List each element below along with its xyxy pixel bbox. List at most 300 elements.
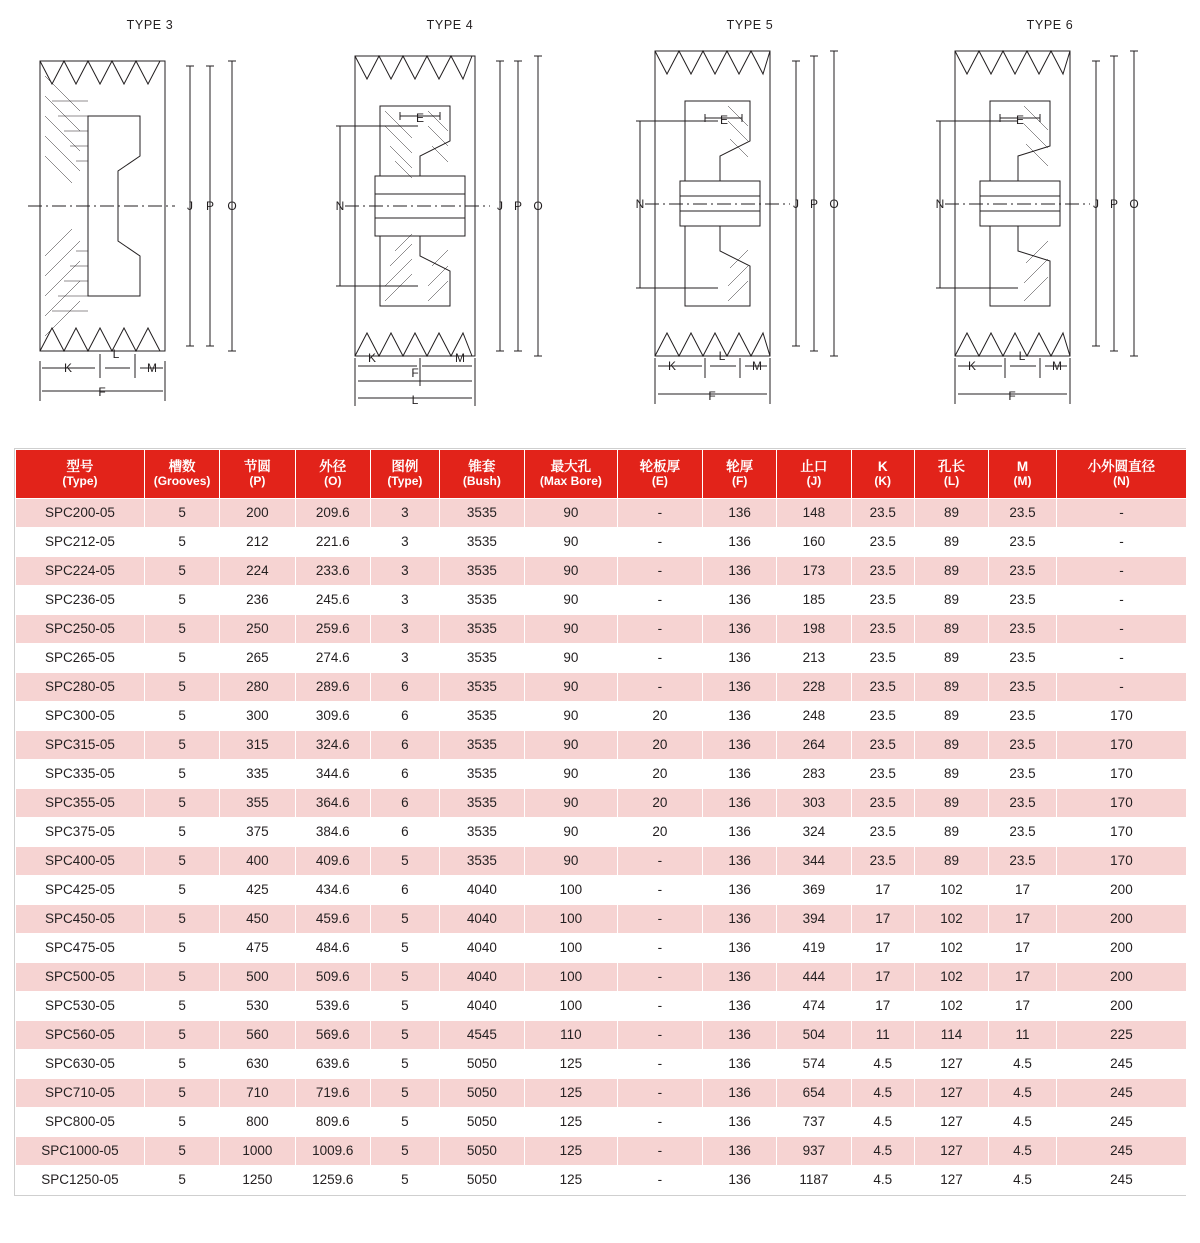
dim-label-l: L: [1018, 349, 1026, 363]
dim-label-o: O: [533, 199, 543, 213]
cell-value: 114: [914, 1021, 988, 1050]
column-header-cn: 最大孔: [550, 459, 592, 475]
cell-value: 5: [144, 905, 219, 934]
diagram-row: [0, 0, 1200, 420]
cell-value: 136: [703, 644, 777, 673]
cell-value: 283: [777, 760, 851, 789]
cell-value: 170: [1056, 789, 1186, 818]
cell-value: 23.5: [851, 673, 914, 702]
cell-type: SPC800-05: [16, 1108, 145, 1137]
column-header-12: [989, 450, 1057, 499]
table-row: [16, 818, 1187, 847]
dim-label-p: P: [809, 197, 819, 211]
cell-value: 245: [1056, 1050, 1186, 1079]
cell-value: 5: [144, 557, 219, 586]
cell-value: 136: [703, 615, 777, 644]
cell-value: 300: [220, 702, 295, 731]
cell-value: 3535: [439, 789, 524, 818]
cell-type: SPC335-05: [16, 760, 145, 789]
dim-label-p: P: [1109, 197, 1119, 211]
column-header-cn: 止口: [800, 459, 828, 475]
cell-value: 3535: [439, 818, 524, 847]
cell-value: 6: [370, 731, 439, 760]
cell-value: 4.5: [851, 1108, 914, 1137]
cell-type: SPC355-05: [16, 789, 145, 818]
dim-label-m: M: [455, 351, 465, 365]
cell-value: 4.5: [989, 1137, 1057, 1166]
cell-value: 1000: [220, 1137, 295, 1166]
column-header-1: [144, 450, 219, 499]
cell-value: 23.5: [851, 702, 914, 731]
table-row: [16, 1108, 1187, 1137]
cell-value: 11: [989, 1021, 1057, 1050]
column-header-en: (Grooves): [153, 473, 211, 488]
cell-value: -: [617, 1166, 702, 1195]
cell-value: 102: [914, 905, 988, 934]
cell-value: 3535: [439, 731, 524, 760]
cell-value: 90: [524, 499, 617, 528]
cell-value: -: [617, 1050, 702, 1079]
table-head: [16, 450, 1187, 499]
cell-value: -: [1056, 557, 1186, 586]
dim-label-m: M: [1052, 359, 1062, 373]
cell-value: 1250: [220, 1166, 295, 1195]
cell-value: 89: [914, 615, 988, 644]
table-row: [16, 876, 1187, 905]
cell-value: 125: [524, 1050, 617, 1079]
cell-value: 569.6: [295, 1021, 370, 1050]
dim-label-o: O: [829, 197, 839, 211]
cell-value: 574: [777, 1050, 851, 1079]
cell-value: 102: [914, 876, 988, 905]
cell-value: 3535: [439, 847, 524, 876]
cell-value: 5: [144, 789, 219, 818]
column-header-cn: K: [877, 459, 888, 475]
cell-value: 20: [617, 789, 702, 818]
cell-value: 23.5: [851, 818, 914, 847]
cell-value: 324: [777, 818, 851, 847]
cell-value: 5: [144, 992, 219, 1021]
dim-label-f: F: [1008, 389, 1016, 403]
cell-value: 245: [1056, 1137, 1186, 1166]
column-header-6: [524, 450, 617, 499]
cell-value: 324.6: [295, 731, 370, 760]
table-row: [16, 789, 1187, 818]
cell-value: 200: [1056, 963, 1186, 992]
cell-value: 800: [220, 1108, 295, 1137]
cell-value: 136: [703, 1079, 777, 1108]
spec-table-wrapper: [14, 448, 1186, 1196]
cell-value: 5050: [439, 1050, 524, 1079]
column-header-11: [914, 450, 988, 499]
cell-value: 5050: [439, 1108, 524, 1137]
cell-value: 5: [144, 644, 219, 673]
dim-label-f: F: [708, 389, 716, 403]
cell-value: 5: [144, 1137, 219, 1166]
cell-value: 89: [914, 528, 988, 557]
table-row: [16, 963, 1187, 992]
cell-value: 400: [220, 847, 295, 876]
table-row: [16, 557, 1187, 586]
cell-value: 136: [703, 1137, 777, 1166]
cell-value: 5050: [439, 1166, 524, 1195]
cell-value: 5: [370, 934, 439, 963]
cell-type: SPC500-05: [16, 963, 145, 992]
cell-value: 3: [370, 586, 439, 615]
cell-value: 89: [914, 557, 988, 586]
table-row: [16, 760, 1187, 789]
cell-value: 89: [914, 673, 988, 702]
table-row: [16, 1137, 1187, 1166]
dim-label-l: L: [411, 393, 419, 407]
cell-value: 23.5: [989, 557, 1057, 586]
column-header-en: (Type): [387, 473, 423, 488]
cell-value: 90: [524, 673, 617, 702]
dim-label-k: K: [667, 359, 677, 373]
cell-value: 3: [370, 499, 439, 528]
dim-label-e: E: [1015, 113, 1025, 127]
cell-value: 5: [370, 1166, 439, 1195]
cell-value: 5: [144, 528, 219, 557]
column-header-cn: 孔长: [938, 459, 966, 475]
cell-type: SPC280-05: [16, 673, 145, 702]
cell-value: 309.6: [295, 702, 370, 731]
cell-value: 90: [524, 731, 617, 760]
diagram-type-3: [0, 6, 300, 420]
cell-value: -: [617, 934, 702, 963]
cell-value: 394: [777, 905, 851, 934]
cell-value: 4.5: [989, 1079, 1057, 1108]
cell-value: 344: [777, 847, 851, 876]
column-header-cn: 锥套: [468, 459, 496, 475]
cell-value: 539.6: [295, 992, 370, 1021]
cell-value: 100: [524, 992, 617, 1021]
cell-value: 23.5: [989, 586, 1057, 615]
cell-value: 1259.6: [295, 1166, 370, 1195]
cell-value: 23.5: [989, 644, 1057, 673]
table-row: [16, 1079, 1187, 1108]
diagram-title: TYPE 3: [126, 18, 174, 32]
cell-value: 5: [144, 963, 219, 992]
cell-value: 23.5: [851, 789, 914, 818]
cell-value: 170: [1056, 847, 1186, 876]
cell-value: 4545: [439, 1021, 524, 1050]
cell-value: 100: [524, 905, 617, 934]
cell-value: 89: [914, 644, 988, 673]
cell-value: 3535: [439, 644, 524, 673]
dim-label-f: F: [411, 366, 419, 380]
cell-value: 136: [703, 876, 777, 905]
cell-value: 5: [370, 992, 439, 1021]
cell-value: -: [1056, 586, 1186, 615]
column-header-cn: 槽数: [168, 459, 196, 475]
cell-value: -: [617, 1021, 702, 1050]
table-row: [16, 934, 1187, 963]
cell-value: 3: [370, 615, 439, 644]
cell-value: 148: [777, 499, 851, 528]
cell-value: 170: [1056, 731, 1186, 760]
cell-type: SPC315-05: [16, 731, 145, 760]
cell-value: 89: [914, 818, 988, 847]
cell-value: 630: [220, 1050, 295, 1079]
diagram-title: TYPE 5: [726, 18, 774, 32]
cell-value: 419: [777, 934, 851, 963]
column-header-cn: 小外圆直径: [1087, 459, 1156, 475]
diagram-type-5: [600, 6, 900, 420]
column-header-cn: 图例: [391, 459, 419, 475]
cell-value: 444: [777, 963, 851, 992]
cell-value: 200: [220, 499, 295, 528]
cell-value: 5: [370, 1021, 439, 1050]
cell-value: 315: [220, 731, 295, 760]
column-header-0: [16, 450, 145, 499]
cell-value: -: [617, 1137, 702, 1166]
cell-value: 90: [524, 557, 617, 586]
cell-value: 213: [777, 644, 851, 673]
cell-value: 127: [914, 1108, 988, 1137]
cell-value: 127: [914, 1137, 988, 1166]
cell-value: 5: [370, 1050, 439, 1079]
cell-value: 89: [914, 702, 988, 731]
cell-value: 4040: [439, 934, 524, 963]
cell-type: SPC1000-05: [16, 1137, 145, 1166]
cell-value: 17: [989, 934, 1057, 963]
cell-value: 560: [220, 1021, 295, 1050]
cell-type: SPC400-05: [16, 847, 145, 876]
cell-type: SPC450-05: [16, 905, 145, 934]
cell-value: 5: [144, 847, 219, 876]
dim-label-e: E: [415, 111, 425, 125]
cell-value: 20: [617, 818, 702, 847]
cell-value: 369: [777, 876, 851, 905]
cell-value: 221.6: [295, 528, 370, 557]
cell-value: 5: [144, 1079, 219, 1108]
dim-label-k: K: [367, 351, 377, 365]
cell-value: 3: [370, 644, 439, 673]
cell-value: 4.5: [989, 1166, 1057, 1195]
cell-value: 136: [703, 905, 777, 934]
cell-value: -: [617, 905, 702, 934]
cell-value: 100: [524, 963, 617, 992]
cell-type: SPC425-05: [16, 876, 145, 905]
cell-type: SPC200-05: [16, 499, 145, 528]
cell-value: 654: [777, 1079, 851, 1108]
cell-value: 23.5: [989, 760, 1057, 789]
table-row: [16, 644, 1187, 673]
cell-value: 136: [703, 1050, 777, 1079]
table-row: [16, 905, 1187, 934]
table-row: [16, 528, 1187, 557]
cell-value: 6: [370, 789, 439, 818]
cell-value: -: [1056, 644, 1186, 673]
cell-type: SPC1250-05: [16, 1166, 145, 1195]
cell-value: 6: [370, 818, 439, 847]
cell-value: 475: [220, 934, 295, 963]
table-row: [16, 992, 1187, 1021]
cell-value: 23.5: [851, 760, 914, 789]
cell-value: 3: [370, 557, 439, 586]
cell-value: 200: [1056, 992, 1186, 1021]
cell-value: 245: [1056, 1079, 1186, 1108]
cell-value: -: [617, 644, 702, 673]
cell-value: 170: [1056, 760, 1186, 789]
column-header-cn: 外径: [319, 459, 347, 475]
cell-value: 5: [370, 905, 439, 934]
cell-value: -: [617, 673, 702, 702]
cell-value: 17: [851, 963, 914, 992]
cell-value: 23.5: [851, 528, 914, 557]
cell-value: 224: [220, 557, 295, 586]
cell-type: SPC710-05: [16, 1079, 145, 1108]
cell-value: -: [617, 528, 702, 557]
cell-value: 23.5: [851, 847, 914, 876]
cell-value: 530: [220, 992, 295, 1021]
dim-label-p: P: [513, 199, 523, 213]
cell-value: 20: [617, 731, 702, 760]
cell-value: -: [1056, 528, 1186, 557]
cell-value: 100: [524, 934, 617, 963]
cell-type: SPC530-05: [16, 992, 145, 1021]
column-header-2: [220, 450, 295, 499]
column-header-5: [439, 450, 524, 499]
cell-type: SPC265-05: [16, 644, 145, 673]
cell-value: 5050: [439, 1137, 524, 1166]
cell-value: 5: [144, 934, 219, 963]
cell-value: 125: [524, 1166, 617, 1195]
cell-value: 4.5: [851, 1137, 914, 1166]
cell-value: 5: [144, 673, 219, 702]
cell-value: 6: [370, 760, 439, 789]
dim-label-j: J: [187, 199, 193, 213]
cell-value: 102: [914, 992, 988, 1021]
cell-value: 136: [703, 586, 777, 615]
column-header-en: (F): [732, 473, 748, 488]
cell-value: 89: [914, 789, 988, 818]
cell-value: 11: [851, 1021, 914, 1050]
cell-value: -: [617, 557, 702, 586]
cell-value: 89: [914, 499, 988, 528]
cell-value: 90: [524, 586, 617, 615]
cell-value: 5: [370, 1079, 439, 1108]
dim-label-n: N: [935, 197, 945, 211]
cell-value: -: [1056, 673, 1186, 702]
column-header-en: (M): [1013, 473, 1032, 488]
cell-value: 509.6: [295, 963, 370, 992]
cell-value: 209.6: [295, 499, 370, 528]
cell-value: 200: [1056, 934, 1186, 963]
cell-value: 484.6: [295, 934, 370, 963]
cell-value: 89: [914, 586, 988, 615]
cell-value: 100: [524, 876, 617, 905]
cell-value: 136: [703, 499, 777, 528]
cell-value: -: [1056, 499, 1186, 528]
cell-value: 17: [989, 992, 1057, 1021]
cell-value: 3535: [439, 615, 524, 644]
cell-value: 110: [524, 1021, 617, 1050]
cell-value: 3535: [439, 702, 524, 731]
cell-type: SPC224-05: [16, 557, 145, 586]
cell-value: 434.6: [295, 876, 370, 905]
diagram-title: TYPE 4: [426, 18, 474, 32]
cell-value: 5: [370, 1137, 439, 1166]
column-header-cn: 型号: [66, 459, 94, 475]
cell-value: 127: [914, 1050, 988, 1079]
cell-value: 5: [370, 1108, 439, 1137]
cell-value: 719.6: [295, 1079, 370, 1108]
column-header-7: [617, 450, 702, 499]
cell-value: 3535: [439, 499, 524, 528]
column-header-en: (L): [943, 473, 960, 488]
column-header-13: [1056, 450, 1186, 499]
cell-value: 6: [370, 876, 439, 905]
cell-value: 384.6: [295, 818, 370, 847]
cell-value: 173: [777, 557, 851, 586]
column-header-8: [703, 450, 777, 499]
cell-value: 5: [144, 1021, 219, 1050]
column-header-en: (Max Bore): [539, 473, 602, 488]
cell-value: 3535: [439, 673, 524, 702]
cell-value: 344.6: [295, 760, 370, 789]
cell-value: 90: [524, 615, 617, 644]
cell-value: 4.5: [851, 1050, 914, 1079]
cell-value: 3535: [439, 528, 524, 557]
cell-value: 23.5: [989, 847, 1057, 876]
cell-value: -: [617, 876, 702, 905]
cell-value: 125: [524, 1079, 617, 1108]
dim-label-j: J: [793, 197, 799, 211]
cell-value: 4040: [439, 876, 524, 905]
cell-value: 5: [144, 1108, 219, 1137]
table-row: [16, 615, 1187, 644]
cell-type: SPC250-05: [16, 615, 145, 644]
dim-label-m: M: [752, 359, 762, 373]
cell-value: 89: [914, 731, 988, 760]
cell-value: 90: [524, 760, 617, 789]
cell-value: 3535: [439, 557, 524, 586]
cell-value: 90: [524, 789, 617, 818]
dim-label-m: M: [147, 361, 157, 375]
table-header-row: [16, 450, 1187, 499]
spec-table: [15, 449, 1187, 1195]
column-header-en: (N): [1113, 473, 1130, 488]
cell-value: 5: [144, 615, 219, 644]
cell-value: 3: [370, 528, 439, 557]
cell-value: 23.5: [989, 702, 1057, 731]
column-header-en: (Type): [62, 473, 98, 488]
cell-value: 23.5: [989, 789, 1057, 818]
cell-value: 136: [703, 789, 777, 818]
cell-type: SPC212-05: [16, 528, 145, 557]
column-header-10: [851, 450, 914, 499]
cell-value: 259.6: [295, 615, 370, 644]
cell-value: 737: [777, 1108, 851, 1137]
cell-value: 5: [144, 1166, 219, 1195]
cell-value: 90: [524, 644, 617, 673]
cell-value: 289.6: [295, 673, 370, 702]
cell-value: -: [617, 586, 702, 615]
cell-value: 5: [370, 963, 439, 992]
table-row: [16, 586, 1187, 615]
table-row: [16, 499, 1187, 528]
table-body: [16, 499, 1187, 1195]
cell-value: 710: [220, 1079, 295, 1108]
cell-value: 212: [220, 528, 295, 557]
cell-value: 3535: [439, 760, 524, 789]
cell-type: SPC630-05: [16, 1050, 145, 1079]
cell-type: SPC300-05: [16, 702, 145, 731]
dim-label-o: O: [227, 199, 237, 213]
cell-value: 274.6: [295, 644, 370, 673]
